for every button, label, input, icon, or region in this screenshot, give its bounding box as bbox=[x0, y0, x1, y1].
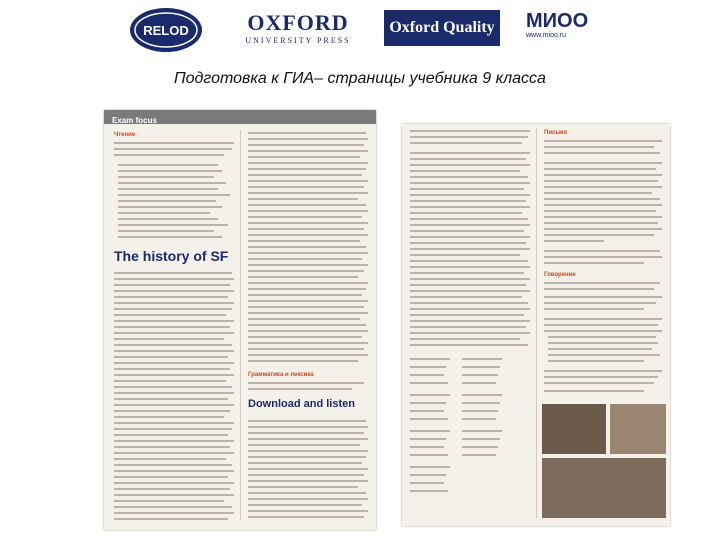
text-line bbox=[544, 228, 662, 230]
text-line bbox=[544, 168, 656, 170]
text-line bbox=[410, 302, 528, 304]
text-line bbox=[410, 438, 446, 440]
text-line bbox=[544, 146, 654, 148]
text-line bbox=[248, 258, 362, 260]
text-line bbox=[248, 264, 368, 266]
photo-friends-talking bbox=[610, 404, 666, 454]
text-line bbox=[114, 506, 232, 508]
text-line bbox=[544, 198, 660, 200]
text-line bbox=[410, 374, 444, 376]
text-line bbox=[114, 446, 230, 448]
oxford-text: OXFORD bbox=[247, 10, 349, 35]
text-line bbox=[544, 192, 652, 194]
text-line bbox=[248, 474, 364, 476]
text-line bbox=[118, 182, 226, 184]
text-line bbox=[248, 240, 360, 242]
text-line bbox=[248, 138, 368, 140]
university-press-text: UNIVERSITY PRESS bbox=[245, 36, 351, 45]
text-line bbox=[248, 498, 368, 500]
text-line bbox=[544, 376, 658, 378]
oxford-university-press-logo bbox=[238, 12, 358, 54]
text-line bbox=[462, 418, 496, 420]
photo-people-discussion bbox=[542, 404, 606, 454]
writing-heading: Письмо bbox=[544, 130, 568, 136]
text-line bbox=[118, 230, 214, 232]
text-line bbox=[248, 132, 366, 134]
text-line bbox=[410, 266, 530, 268]
text-line bbox=[410, 320, 530, 322]
text-line bbox=[548, 348, 652, 350]
textbook-page-right bbox=[402, 124, 670, 526]
text-line bbox=[248, 456, 366, 458]
text-line bbox=[544, 222, 658, 224]
text-line bbox=[248, 282, 368, 284]
text-line bbox=[410, 136, 528, 138]
text-line bbox=[114, 278, 234, 280]
text-line bbox=[248, 382, 364, 384]
text-line bbox=[410, 272, 524, 274]
text-line bbox=[410, 446, 444, 448]
text-line bbox=[410, 394, 450, 396]
text-line bbox=[410, 402, 446, 404]
text-line bbox=[118, 218, 218, 220]
text-line bbox=[410, 218, 528, 220]
text-line bbox=[248, 252, 368, 254]
text-line bbox=[410, 290, 530, 292]
text-line bbox=[544, 324, 658, 326]
text-line bbox=[114, 410, 230, 412]
text-line bbox=[114, 518, 228, 520]
text-line bbox=[410, 308, 530, 310]
text-line bbox=[544, 152, 660, 154]
text-line bbox=[410, 260, 528, 262]
text-line bbox=[118, 212, 210, 214]
text-line bbox=[544, 174, 662, 176]
text-line bbox=[114, 296, 228, 298]
text-line bbox=[544, 288, 654, 290]
text-line bbox=[118, 188, 218, 190]
text-line bbox=[544, 256, 662, 258]
text-line bbox=[248, 312, 368, 314]
text-line bbox=[248, 432, 364, 434]
text-line bbox=[462, 374, 498, 376]
text-line bbox=[410, 474, 446, 476]
text-line bbox=[248, 198, 358, 200]
text-line bbox=[248, 480, 368, 482]
text-line bbox=[410, 194, 530, 196]
text-line bbox=[114, 142, 234, 144]
text-line bbox=[410, 182, 530, 184]
text-line bbox=[462, 446, 498, 448]
text-line bbox=[544, 186, 662, 188]
text-line bbox=[544, 140, 662, 142]
text-line bbox=[114, 380, 226, 382]
photo-group-students bbox=[542, 458, 666, 518]
text-line bbox=[248, 174, 362, 176]
text-line bbox=[462, 454, 496, 456]
text-line bbox=[114, 344, 232, 346]
text-line bbox=[544, 162, 662, 164]
text-line bbox=[548, 354, 660, 356]
text-line bbox=[118, 194, 230, 196]
text-line bbox=[248, 168, 366, 170]
text-line bbox=[544, 318, 662, 320]
text-line bbox=[114, 374, 234, 376]
text-line bbox=[114, 464, 232, 466]
text-line bbox=[114, 290, 234, 292]
text-line bbox=[114, 512, 234, 514]
text-line bbox=[248, 486, 358, 488]
relod-text: RELOD bbox=[143, 23, 189, 38]
text-line bbox=[410, 248, 530, 250]
text-line bbox=[114, 314, 226, 316]
text-line bbox=[114, 416, 224, 418]
text-line bbox=[544, 390, 644, 392]
text-line bbox=[462, 430, 502, 432]
text-line bbox=[114, 368, 230, 370]
text-line bbox=[410, 278, 530, 280]
text-line bbox=[410, 418, 448, 420]
text-line bbox=[410, 296, 522, 298]
text-line bbox=[248, 492, 366, 494]
text-line bbox=[544, 296, 662, 298]
text-line bbox=[114, 284, 230, 286]
text-line bbox=[248, 360, 358, 362]
text-line bbox=[248, 348, 364, 350]
text-line bbox=[248, 426, 368, 428]
download-and-listen-heading: Download and listen bbox=[248, 398, 355, 410]
page-title: Подготовка к ГИА– страницы учебника 9 класса bbox=[174, 70, 546, 87]
text-line bbox=[248, 324, 366, 326]
text-line bbox=[544, 234, 654, 236]
column-divider bbox=[536, 128, 537, 518]
text-line bbox=[410, 176, 528, 178]
text-line bbox=[410, 130, 530, 132]
text-line bbox=[248, 192, 368, 194]
text-line bbox=[248, 270, 364, 272]
text-line bbox=[114, 428, 232, 430]
text-line bbox=[410, 152, 530, 154]
text-line bbox=[544, 180, 658, 182]
text-line bbox=[410, 344, 528, 346]
text-line bbox=[114, 470, 234, 472]
text-line bbox=[248, 144, 364, 146]
mioo-name: МИОО bbox=[526, 10, 589, 32]
text-line bbox=[114, 488, 230, 490]
text-line bbox=[114, 392, 234, 394]
text-line bbox=[248, 444, 360, 446]
text-line bbox=[410, 242, 526, 244]
text-line bbox=[410, 454, 448, 456]
text-line bbox=[248, 162, 368, 164]
text-line bbox=[548, 342, 658, 344]
text-line bbox=[114, 476, 228, 478]
text-line bbox=[114, 440, 234, 442]
text-line bbox=[248, 204, 366, 206]
text-line bbox=[248, 504, 362, 506]
text-line bbox=[410, 358, 450, 360]
text-line bbox=[248, 438, 368, 440]
text-line bbox=[462, 382, 496, 384]
text-line bbox=[248, 294, 362, 296]
text-line bbox=[544, 240, 604, 242]
text-line bbox=[118, 206, 222, 208]
mioo-url: www.mioo.ru bbox=[526, 32, 567, 39]
text-line bbox=[462, 358, 502, 360]
text-line bbox=[114, 326, 230, 328]
text-line bbox=[118, 236, 222, 238]
text-line bbox=[114, 338, 224, 340]
text-line bbox=[410, 164, 530, 166]
text-line bbox=[410, 170, 520, 172]
text-line bbox=[248, 228, 364, 230]
text-line bbox=[548, 360, 644, 362]
text-line bbox=[248, 276, 358, 278]
text-line bbox=[544, 282, 660, 284]
text-line bbox=[118, 224, 228, 226]
text-line bbox=[114, 458, 226, 460]
text-line bbox=[248, 306, 364, 308]
text-line bbox=[118, 164, 218, 166]
text-line bbox=[410, 158, 526, 160]
text-line bbox=[544, 370, 662, 372]
text-line bbox=[410, 314, 524, 316]
text-line bbox=[544, 330, 662, 332]
text-line bbox=[410, 254, 520, 256]
mioo-logo bbox=[526, 10, 608, 52]
relod-logo bbox=[128, 6, 204, 54]
text-line bbox=[114, 356, 228, 358]
text-line bbox=[248, 180, 368, 182]
text-line bbox=[248, 354, 368, 356]
text-line bbox=[114, 494, 234, 496]
text-line bbox=[410, 142, 522, 144]
text-line bbox=[410, 230, 524, 232]
oxford-quality-logo: Oxford Quality bbox=[384, 10, 500, 46]
text-line bbox=[114, 302, 234, 304]
text-line bbox=[114, 500, 224, 502]
text-line bbox=[544, 382, 654, 384]
text-line bbox=[114, 148, 232, 150]
text-line bbox=[410, 466, 450, 468]
text-line bbox=[118, 200, 216, 202]
text-line bbox=[248, 150, 368, 152]
text-line bbox=[114, 272, 232, 274]
text-line bbox=[248, 420, 366, 422]
text-line bbox=[248, 330, 368, 332]
text-line bbox=[114, 386, 232, 388]
text-line bbox=[248, 468, 368, 470]
text-line bbox=[462, 402, 500, 404]
text-line bbox=[410, 284, 526, 286]
text-line bbox=[248, 186, 364, 188]
text-line bbox=[248, 300, 368, 302]
text-line bbox=[114, 362, 234, 364]
text-line bbox=[248, 516, 364, 518]
text-line bbox=[410, 326, 526, 328]
text-line bbox=[248, 318, 360, 320]
exam-focus-label: Exam focus bbox=[112, 116, 157, 125]
text-line bbox=[410, 430, 450, 432]
text-line bbox=[544, 262, 644, 264]
text-line bbox=[248, 450, 368, 452]
text-line bbox=[544, 302, 656, 304]
text-line bbox=[410, 338, 520, 340]
text-line bbox=[114, 398, 228, 400]
text-line bbox=[462, 410, 498, 412]
text-line bbox=[410, 482, 444, 484]
exam-focus-banner bbox=[104, 110, 376, 124]
text-line bbox=[410, 382, 448, 384]
text-line bbox=[410, 212, 522, 214]
text-line bbox=[114, 482, 234, 484]
speaking-heading: Говорение bbox=[544, 272, 576, 278]
text-line bbox=[114, 308, 232, 310]
text-line bbox=[410, 188, 524, 190]
text-line bbox=[118, 170, 222, 172]
text-line bbox=[462, 394, 502, 396]
text-line bbox=[410, 200, 526, 202]
text-line bbox=[114, 332, 234, 334]
text-line bbox=[410, 236, 530, 238]
text-line bbox=[410, 366, 446, 368]
text-line bbox=[114, 422, 234, 424]
text-line bbox=[114, 320, 234, 322]
text-line bbox=[248, 210, 368, 212]
text-line bbox=[248, 336, 362, 338]
history-of-sf-heading: The history of SF bbox=[114, 248, 229, 264]
text-line bbox=[410, 332, 530, 334]
text-line bbox=[544, 216, 662, 218]
text-line bbox=[248, 510, 368, 512]
text-line bbox=[114, 452, 234, 454]
text-line bbox=[248, 288, 366, 290]
text-line bbox=[462, 438, 500, 440]
text-line bbox=[462, 366, 500, 368]
text-line bbox=[248, 342, 368, 344]
text-line bbox=[114, 404, 234, 406]
text-line bbox=[410, 206, 530, 208]
text-line bbox=[544, 210, 656, 212]
column-divider bbox=[240, 130, 241, 520]
text-line bbox=[248, 388, 352, 390]
text-line bbox=[248, 222, 368, 224]
text-line bbox=[248, 216, 362, 218]
reading-heading: Чтение bbox=[114, 132, 136, 138]
textbook-page-left bbox=[104, 110, 376, 530]
text-line bbox=[410, 490, 448, 492]
text-line bbox=[544, 204, 662, 206]
text-line bbox=[548, 336, 656, 338]
grammar-heading: Грамматика и лексика bbox=[248, 372, 314, 378]
text-line bbox=[114, 154, 224, 156]
text-line bbox=[248, 246, 366, 248]
text-line bbox=[410, 410, 444, 412]
text-line bbox=[114, 350, 234, 352]
text-line bbox=[248, 462, 362, 464]
text-line bbox=[544, 308, 644, 310]
text-line bbox=[118, 176, 214, 178]
text-line bbox=[410, 224, 530, 226]
text-line bbox=[114, 434, 228, 436]
text-line bbox=[248, 156, 360, 158]
header bbox=[0, 0, 720, 64]
text-line bbox=[544, 250, 660, 252]
text-line bbox=[248, 234, 368, 236]
